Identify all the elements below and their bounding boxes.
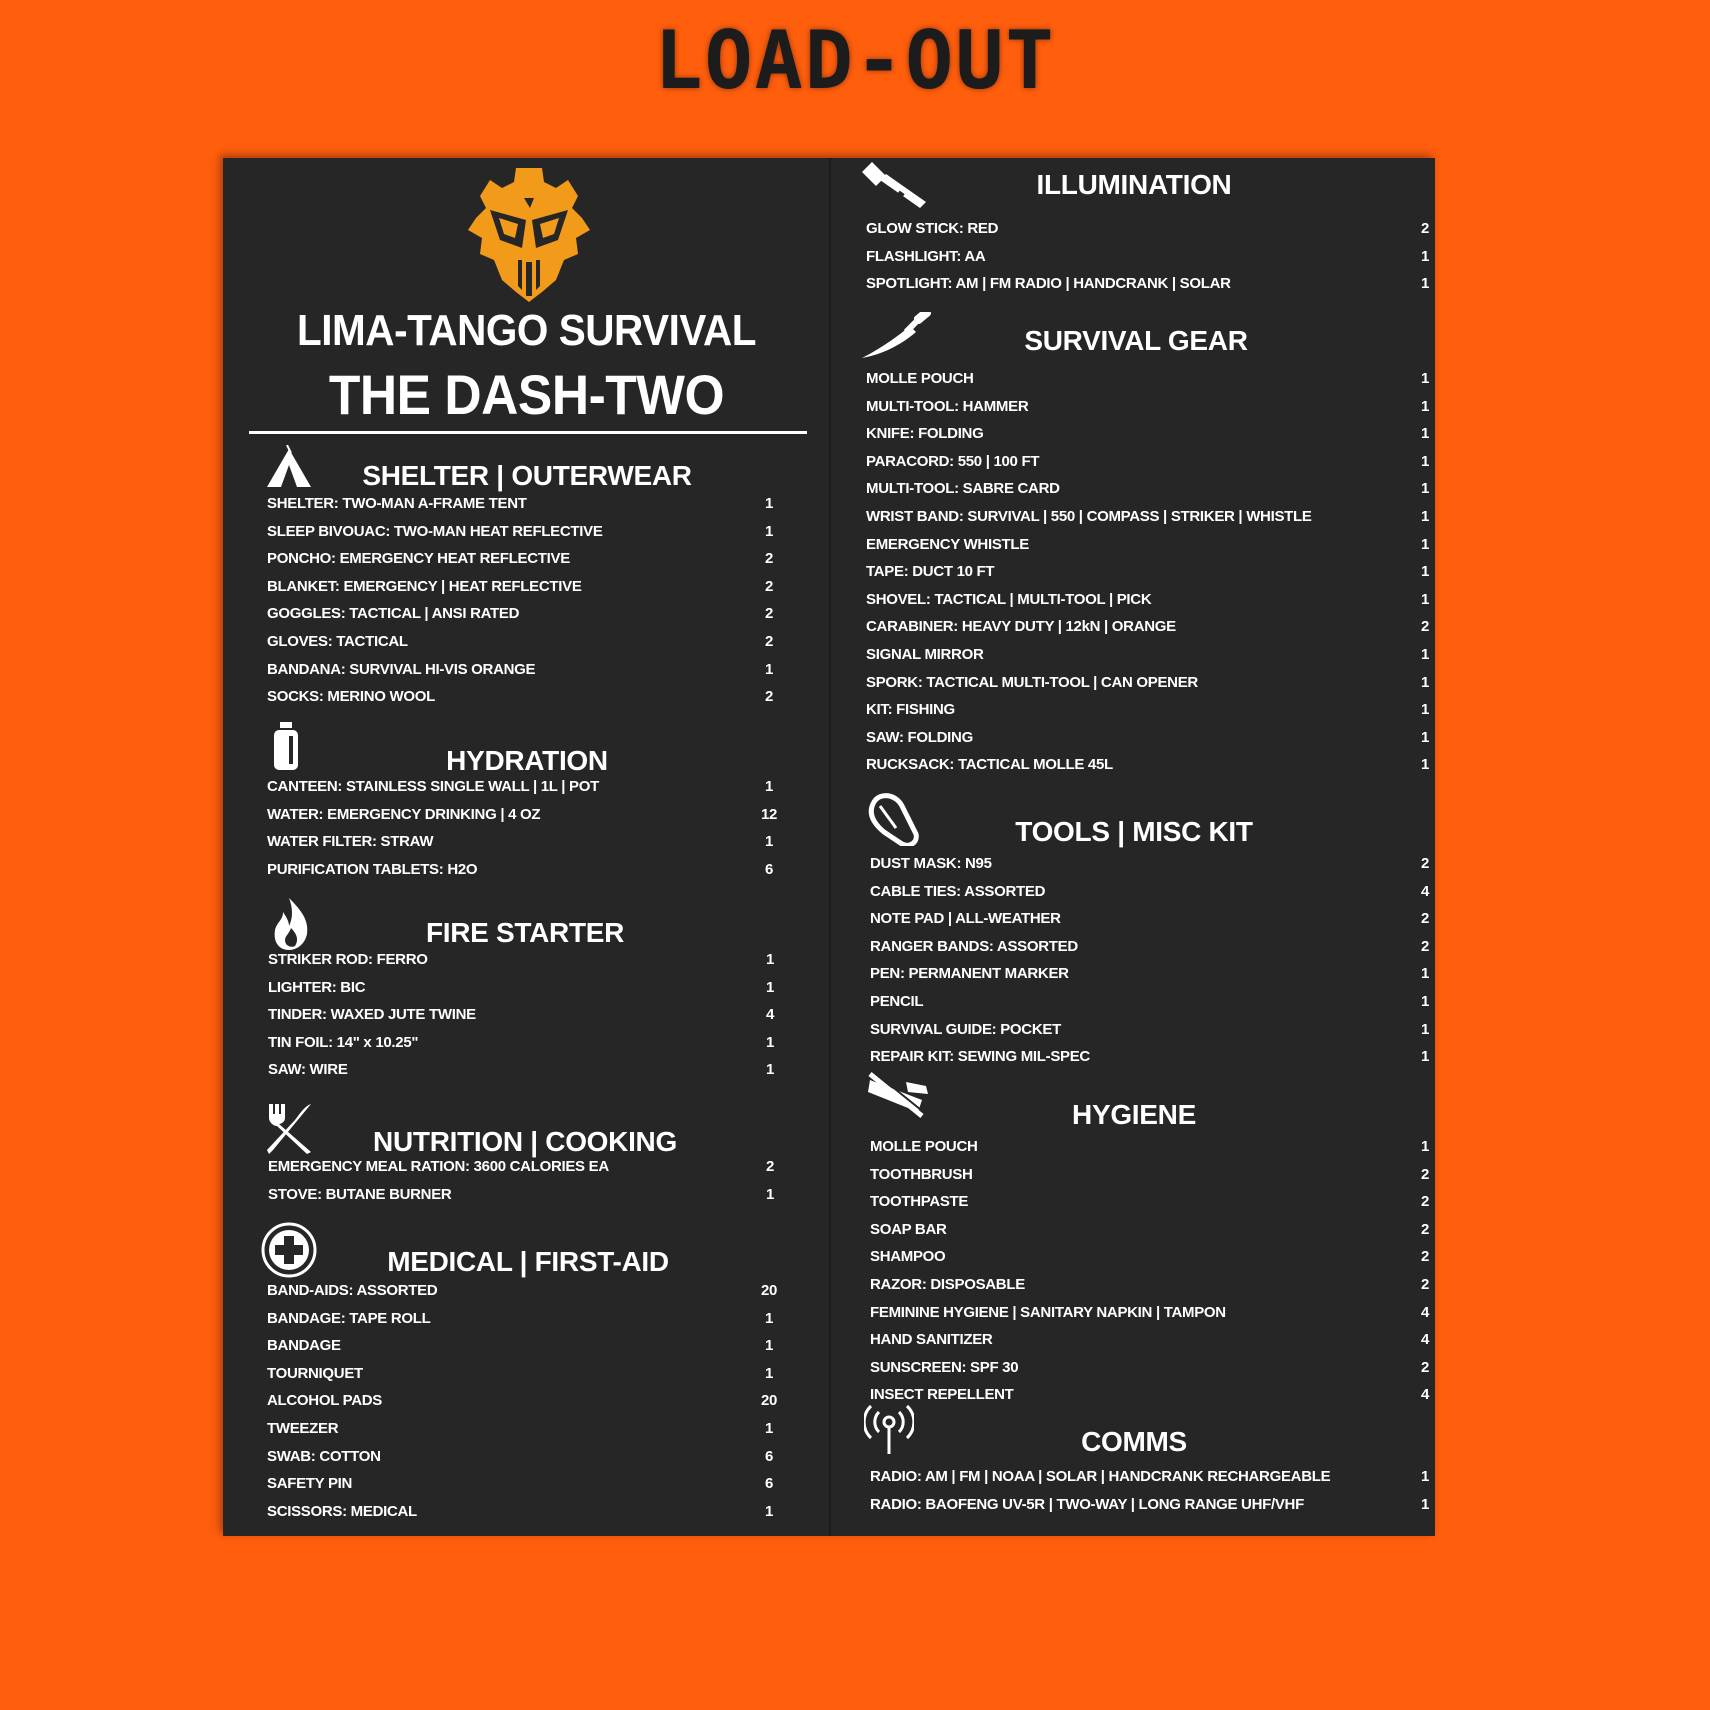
item-name: TAPE: DUCT 10 FT bbox=[866, 563, 995, 581]
item-name: BANDAGE bbox=[267, 1337, 341, 1355]
item-name: ALCOHOL PADS bbox=[267, 1392, 383, 1410]
item-name: SPORK: TACTICAL MULTI-TOOL | CAN OPENER bbox=[866, 673, 1198, 691]
item-quantity: 1 bbox=[1420, 1020, 1430, 1038]
item-quantity: 2 bbox=[1420, 1193, 1430, 1211]
item-quantity: 1 bbox=[764, 1309, 774, 1327]
item-quantity: 1 bbox=[765, 978, 775, 996]
item-quantity: 1 bbox=[764, 1337, 774, 1355]
item-quantity: 12 bbox=[760, 805, 778, 823]
list-item bbox=[830, 1496, 1435, 1523]
medical-cross-icon bbox=[261, 1222, 317, 1278]
item-name: DUST MASK: N95 bbox=[870, 855, 992, 872]
list-item bbox=[223, 605, 830, 632]
list-item bbox=[223, 1365, 830, 1392]
item-name: SHOVEL: TACTICAL | MULTI-TOOL | PICK bbox=[866, 590, 1152, 608]
list-item bbox=[830, 1331, 1435, 1358]
flame-icon bbox=[271, 898, 311, 950]
list-item bbox=[223, 1061, 830, 1088]
water-bottle-icon bbox=[271, 722, 301, 772]
item-name: NOTE PAD | ALL-WEATHER bbox=[870, 910, 1061, 928]
item-name: INSECT REPELLENT bbox=[870, 1386, 1014, 1404]
list-item bbox=[830, 453, 1435, 480]
item-name: MOLLE POUCH bbox=[870, 1138, 978, 1155]
item-quantity: 2 bbox=[1420, 937, 1430, 955]
list-item bbox=[223, 523, 830, 550]
item-name: TINDER: WAXED JUTE TWINE bbox=[268, 1006, 476, 1024]
list-item bbox=[223, 951, 830, 978]
list-item bbox=[830, 398, 1435, 425]
list-item bbox=[830, 536, 1435, 563]
section-title: FIRE STARTER bbox=[425, 917, 625, 948]
item-name: SAW: WIRE bbox=[268, 1061, 348, 1079]
item-quantity: 6 bbox=[764, 860, 774, 878]
list-item bbox=[223, 1282, 830, 1309]
list-item bbox=[223, 1503, 830, 1530]
item-quantity: 2 bbox=[764, 577, 774, 595]
item-name: CABLE TIES: ASSORTED bbox=[870, 882, 1046, 900]
item-name: PONCHO: EMERGENCY HEAT REFLECTIVE bbox=[267, 550, 570, 568]
list-item bbox=[830, 701, 1435, 728]
list-item bbox=[830, 965, 1435, 992]
item-quantity: 1 bbox=[1420, 965, 1430, 983]
item-quantity: 4 bbox=[1420, 1303, 1430, 1321]
list-item bbox=[223, 1158, 830, 1185]
item-quantity: 1 bbox=[765, 1185, 775, 1203]
item-quantity: 1 bbox=[765, 1033, 775, 1051]
item-quantity: 2 bbox=[1420, 1165, 1430, 1183]
item-quantity: 1 bbox=[1420, 1495, 1430, 1513]
section-title: HYGIENE bbox=[1072, 1099, 1196, 1130]
item-name: SURVIVAL GUIDE: POCKET bbox=[870, 1020, 1061, 1038]
item-name: SCISSORS: MEDICAL bbox=[267, 1502, 417, 1520]
list-item bbox=[830, 1221, 1435, 1248]
item-quantity: 1 bbox=[764, 1364, 774, 1382]
item-name: LIGHTER: BIC bbox=[268, 978, 366, 996]
item-quantity: 6 bbox=[764, 1475, 774, 1493]
list-item bbox=[830, 883, 1435, 910]
skull-gear-logo bbox=[468, 168, 590, 304]
item-name: TIN FOIL: 14" x 10.25" bbox=[268, 1033, 419, 1051]
item-name: STRIKER ROD: FERRO bbox=[268, 951, 428, 968]
section-title: MEDICAL | FIRST-AID bbox=[387, 1246, 669, 1277]
item-quantity: 2 bbox=[765, 1158, 775, 1175]
item-name: SPOTLIGHT: AM | FM RADIO | HANDCRANK | SOLAR bbox=[866, 275, 1231, 293]
brand-block bbox=[223, 158, 830, 438]
list-item bbox=[223, 633, 830, 660]
list-item bbox=[223, 979, 830, 1006]
item-name: SAW: FOLDING bbox=[866, 728, 973, 746]
section-title: TOOLS | MISC KIT bbox=[1015, 816, 1253, 847]
item-quantity: 1 bbox=[764, 495, 774, 512]
item-quantity: 2 bbox=[1420, 1358, 1430, 1376]
item-quantity: 1 bbox=[1420, 480, 1430, 498]
column-divider bbox=[829, 158, 831, 1536]
item-name: SOAP BAR bbox=[870, 1220, 947, 1238]
item-name: WATER FILTER: STRAW bbox=[267, 833, 434, 851]
list-item bbox=[223, 1337, 830, 1364]
item-name: BAND-AIDS: ASSORTED bbox=[267, 1282, 438, 1299]
list-item bbox=[830, 938, 1435, 965]
list-item bbox=[223, 495, 830, 522]
item-name: EMERGENCY MEAL RATION: 3600 CALORIES EA bbox=[268, 1158, 609, 1175]
item-quantity: 1 bbox=[1420, 508, 1430, 525]
item-name: MOLLE POUCH bbox=[866, 370, 974, 387]
list-item bbox=[223, 661, 830, 688]
item-quantity: 1 bbox=[1420, 701, 1430, 719]
item-quantity: 2 bbox=[764, 550, 774, 568]
list-item bbox=[830, 425, 1435, 452]
list-item bbox=[223, 550, 830, 577]
list-item bbox=[830, 1386, 1435, 1413]
section-title: SURVIVAL GEAR bbox=[1024, 325, 1248, 356]
list-item bbox=[223, 1006, 830, 1033]
list-item bbox=[223, 861, 830, 888]
item-quantity: 2 bbox=[1420, 855, 1430, 872]
item-name: RADIO: AM | FM | NOAA | SOLAR | HANDCRANK RECHARGEABLE bbox=[870, 1468, 1331, 1485]
list-item bbox=[830, 370, 1435, 397]
item-quantity: 1 bbox=[764, 522, 774, 540]
item-quantity: 2 bbox=[1420, 1276, 1430, 1293]
item-name: PURIFICATION TABLETS: H2O bbox=[267, 860, 478, 878]
item-name: PENCIL bbox=[870, 993, 924, 1010]
list-item bbox=[223, 578, 830, 605]
item-quantity: 1 bbox=[764, 660, 774, 678]
item-quantity: 2 bbox=[764, 605, 774, 623]
brand-divider bbox=[249, 431, 807, 434]
item-name: PARACORD: 550 | 100 FT bbox=[866, 452, 1040, 470]
item-quantity: 1 bbox=[1420, 425, 1430, 443]
item-quantity: 1 bbox=[1420, 1048, 1430, 1066]
list-item bbox=[830, 729, 1435, 756]
item-quantity: 1 bbox=[1420, 535, 1430, 553]
item-quantity: 2 bbox=[1420, 910, 1430, 928]
item-name: STOVE: BUTANE BURNER bbox=[268, 1185, 452, 1203]
item-quantity: 1 bbox=[1420, 728, 1430, 746]
item-name: CANTEEN: STAINLESS SINGLE WALL | 1L | POT bbox=[267, 778, 599, 795]
list-item bbox=[830, 1166, 1435, 1193]
item-quantity: 20 bbox=[760, 1282, 778, 1299]
item-quantity: 1 bbox=[764, 833, 774, 851]
list-item bbox=[830, 480, 1435, 507]
item-quantity: 1 bbox=[764, 1502, 774, 1520]
item-name: BANDANA: SURVIVAL HI-VIS ORANGE bbox=[267, 660, 536, 678]
item-name: RANGER BANDS: ASSORTED bbox=[870, 937, 1078, 955]
kit-name: THE DASH-TWO bbox=[328, 363, 725, 426]
item-name: TWEEZER bbox=[267, 1420, 339, 1437]
list-item bbox=[223, 688, 830, 715]
item-name: PEN: PERMANENT MARKER bbox=[870, 965, 1069, 983]
item-name: EMERGENCY WHISTLE bbox=[866, 535, 1029, 553]
list-item bbox=[830, 1304, 1435, 1331]
item-quantity: 1 bbox=[1420, 275, 1430, 293]
item-name: RUCKSACK: TACTICAL MOLLE 45L bbox=[866, 756, 1113, 774]
item-quantity: 1 bbox=[764, 778, 774, 795]
section-title: SHELTER | OUTERWEAR bbox=[362, 460, 692, 491]
item-quantity: 1 bbox=[1420, 673, 1430, 691]
list-item bbox=[830, 1138, 1435, 1165]
list-item bbox=[830, 646, 1435, 673]
item-quantity: 1 bbox=[1420, 397, 1430, 415]
item-name: SWAB: COTTON bbox=[267, 1447, 381, 1465]
item-name: GLOW STICK: RED bbox=[866, 220, 999, 237]
list-item bbox=[223, 833, 830, 860]
item-name: KIT: FISHING bbox=[866, 701, 955, 719]
list-item bbox=[830, 248, 1435, 275]
list-item bbox=[830, 275, 1435, 302]
item-name: SOCKS: MERINO WOOL bbox=[267, 688, 435, 706]
item-quantity: 6 bbox=[764, 1447, 774, 1465]
item-name: FLASHLIGHT: AA bbox=[866, 247, 986, 265]
list-item bbox=[223, 1186, 830, 1213]
item-quantity: 1 bbox=[1420, 756, 1430, 774]
item-quantity: 2 bbox=[1420, 220, 1430, 237]
item-name: MULTI-TOOL: HAMMER bbox=[866, 397, 1029, 415]
list-item bbox=[223, 1420, 830, 1447]
item-quantity: 1 bbox=[764, 1420, 774, 1437]
list-item bbox=[830, 674, 1435, 701]
flashlight-icon bbox=[862, 162, 928, 210]
item-name: SHAMPOO bbox=[870, 1248, 946, 1266]
list-item bbox=[830, 618, 1435, 645]
item-quantity: 1 bbox=[1420, 452, 1430, 470]
item-name: SAFETY PIN bbox=[267, 1475, 353, 1493]
item-quantity: 1 bbox=[1420, 1468, 1430, 1485]
section-title: HYDRATION bbox=[446, 745, 608, 776]
item-name: WATER: EMERGENCY DRINKING | 4 OZ bbox=[267, 805, 541, 823]
list-item bbox=[830, 1276, 1435, 1303]
item-name: TOURNIQUET bbox=[267, 1364, 363, 1382]
toothbrush-icon bbox=[866, 1072, 932, 1120]
item-name: WRIST BAND: SURVIVAL | 550 | COMPASS | STRIKER | WHISTLE bbox=[866, 508, 1312, 525]
list-item bbox=[830, 1193, 1435, 1220]
item-quantity: 1 bbox=[1420, 370, 1430, 387]
item-name: SHELTER: TWO-MAN A-FRAME TENT bbox=[267, 495, 527, 512]
item-quantity: 1 bbox=[765, 951, 775, 968]
list-item bbox=[830, 563, 1435, 590]
item-quantity: 2 bbox=[1420, 1248, 1430, 1266]
tent-icon bbox=[265, 445, 313, 489]
item-name: SLEEP BIVOUAC: TWO-MAN HEAT REFLECTIVE bbox=[267, 522, 603, 540]
brand-name: LIMA-TANGO SURVIVAL bbox=[296, 306, 757, 355]
list-item bbox=[223, 806, 830, 833]
item-name: GLOVES: TACTICAL bbox=[267, 633, 408, 650]
item-name: GOGGLES: TACTICAL | ANSI RATED bbox=[267, 605, 520, 623]
section-title: NUTRITION | COOKING bbox=[373, 1126, 677, 1157]
list-item bbox=[223, 1392, 830, 1419]
item-quantity: 1 bbox=[1420, 646, 1430, 663]
list-item bbox=[830, 1021, 1435, 1048]
list-item bbox=[830, 1468, 1435, 1495]
radio-antenna-icon bbox=[864, 1402, 914, 1454]
list-item bbox=[830, 1359, 1435, 1386]
list-item bbox=[223, 1034, 830, 1061]
item-quantity: 2 bbox=[764, 688, 774, 706]
item-quantity: 1 bbox=[1420, 993, 1430, 1010]
list-item bbox=[830, 220, 1435, 247]
item-name: TOOTHPASTE bbox=[870, 1193, 969, 1211]
knife-icon bbox=[862, 312, 932, 360]
item-quantity: 4 bbox=[765, 1006, 775, 1024]
item-quantity: 4 bbox=[1420, 1386, 1430, 1404]
item-quantity: 2 bbox=[764, 633, 774, 650]
list-item bbox=[830, 756, 1435, 783]
list-item bbox=[830, 508, 1435, 535]
list-item bbox=[223, 778, 830, 805]
list-item bbox=[223, 1475, 830, 1502]
item-quantity: 1 bbox=[765, 1061, 775, 1079]
item-quantity: 1 bbox=[1420, 590, 1430, 608]
list-item bbox=[830, 1248, 1435, 1275]
item-name: MULTI-TOOL: SABRE CARD bbox=[866, 480, 1060, 498]
item-quantity: 1 bbox=[1420, 563, 1430, 581]
item-name: BANDAGE: TAPE ROLL bbox=[267, 1309, 431, 1327]
item-name: BLANKET: EMERGENCY | HEAT REFLECTIVE bbox=[267, 577, 582, 595]
page-headline: LOAD-OUT bbox=[654, 14, 1056, 107]
section-title: COMMS bbox=[1081, 1426, 1187, 1457]
item-quantity: 1 bbox=[1420, 247, 1430, 265]
item-name: SUNSCREEN: SPF 30 bbox=[870, 1358, 1019, 1376]
item-name: SIGNAL MIRROR bbox=[866, 646, 984, 663]
carabiner-icon bbox=[866, 792, 924, 846]
item-quantity: 2 bbox=[1420, 1220, 1430, 1238]
list-item bbox=[830, 910, 1435, 937]
list-item bbox=[830, 591, 1435, 618]
item-name: HAND SANITIZER bbox=[870, 1331, 993, 1349]
list-item bbox=[830, 993, 1435, 1020]
list-item bbox=[223, 1448, 830, 1475]
item-quantity: 2 bbox=[1420, 618, 1430, 636]
list-item bbox=[830, 855, 1435, 882]
item-quantity: 20 bbox=[760, 1392, 778, 1410]
item-name: RADIO: BAOFENG UV-5R | TWO-WAY | LONG RANGE UHF/VHF bbox=[870, 1495, 1304, 1513]
item-name: KNIFE: FOLDING bbox=[866, 425, 984, 443]
item-quantity: 4 bbox=[1420, 1331, 1430, 1349]
fork-knife-icon bbox=[265, 1102, 315, 1154]
section-title: ILLUMINATION bbox=[1036, 169, 1232, 200]
item-name: CARABINER: HEAVY DUTY | 12kN | ORANGE bbox=[866, 618, 1176, 636]
item-name: FEMININE HYGIENE | SANITARY NAPKIN | TAMPON bbox=[870, 1303, 1226, 1321]
item-name: REPAIR KIT: SEWING MIL-SPEC bbox=[870, 1048, 1090, 1066]
list-item bbox=[223, 1310, 830, 1337]
item-quantity: 4 bbox=[1420, 882, 1430, 900]
item-name: RAZOR: DISPOSABLE bbox=[870, 1276, 1025, 1293]
item-name: TOOTHBRUSH bbox=[870, 1165, 973, 1183]
item-quantity: 1 bbox=[1420, 1138, 1430, 1155]
